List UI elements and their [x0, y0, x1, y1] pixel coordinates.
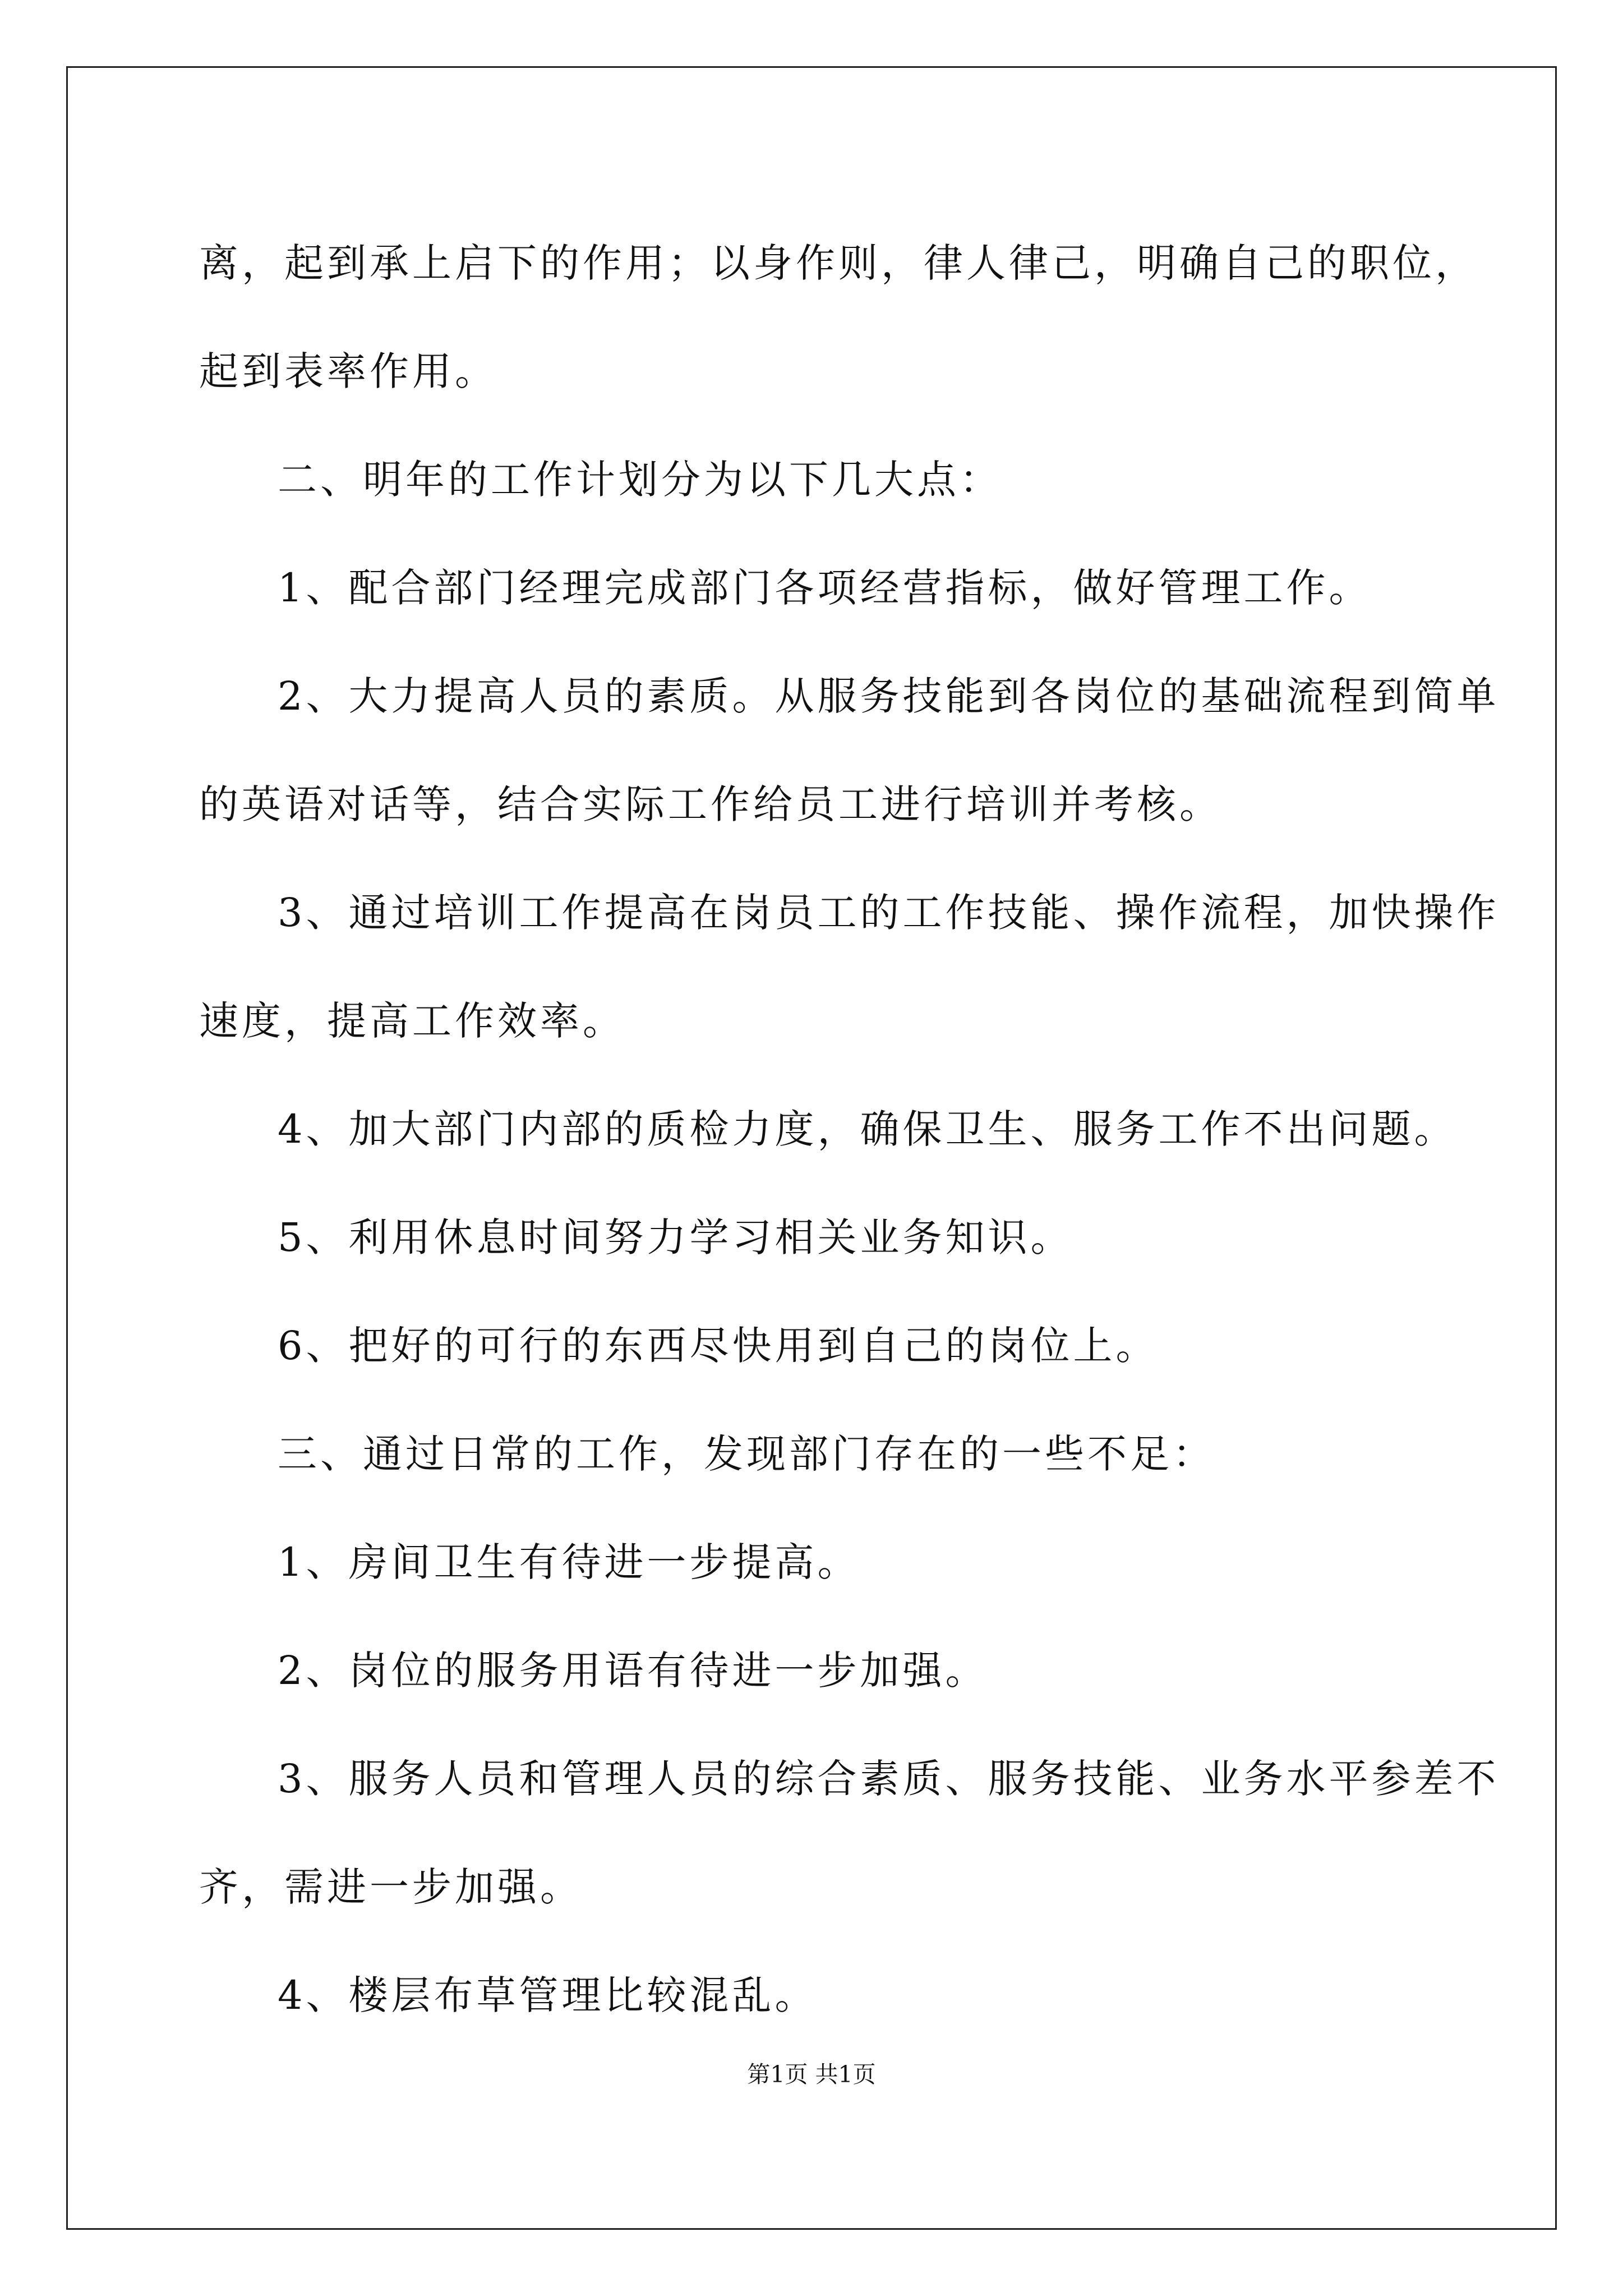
list-item: 1、配合部门经理完成部门各项经营指标，做好管理工作。 — [278, 565, 1372, 611]
list-item-continuation: 齐，需进一步加强。 — [199, 1864, 583, 1910]
list-item: 2、岗位的服务用语有待进一步加强。 — [278, 1648, 988, 1694]
section-heading: 三、通过日常的工作，发现部门存在的一些不足： — [278, 1431, 1215, 1477]
list-item: 3、通过培训工作提高在岗员工的工作技能、操作流程，加快操作 — [278, 890, 1500, 936]
list-item: 6、把好的可行的东西尽快用到自己的岗位上。 — [278, 1323, 1159, 1369]
list-item-continuation: 的英语对话等，结合实际工作给员工进行培训并考核。 — [199, 781, 1222, 827]
body-line: 离，起到承上启下的作用；以身作则，律人律己，明确自己的职位， — [199, 240, 1478, 286]
list-item: 3、服务人员和管理人员的综合素质、服务技能、业务水平参差不 — [278, 1756, 1500, 1802]
list-item: 2、大力提高人员的素质。从服务技能到各岗位的基础流程到简单 — [278, 673, 1500, 719]
list-item: 1、房间卫生有待进一步提高。 — [278, 1539, 860, 1585]
list-item: 5、利用休息时间努力学习相关业务知识。 — [278, 1214, 1073, 1260]
page-footer: 第1页 共1页 — [747, 2061, 876, 2088]
list-item: 4、楼层布草管理比较混乱。 — [278, 1972, 818, 2018]
document-body — [199, 209, 1500, 2050]
list-item: 4、加大部门内部的质检力度，确保卫生、服务工作不出问题。 — [278, 1106, 1457, 1152]
list-item-continuation: 速度，提高工作效率。 — [199, 998, 625, 1044]
body-line: 起到表率作用。 — [199, 348, 497, 394]
section-heading: 二、明年的工作计划分为以下几大点： — [278, 457, 1002, 503]
